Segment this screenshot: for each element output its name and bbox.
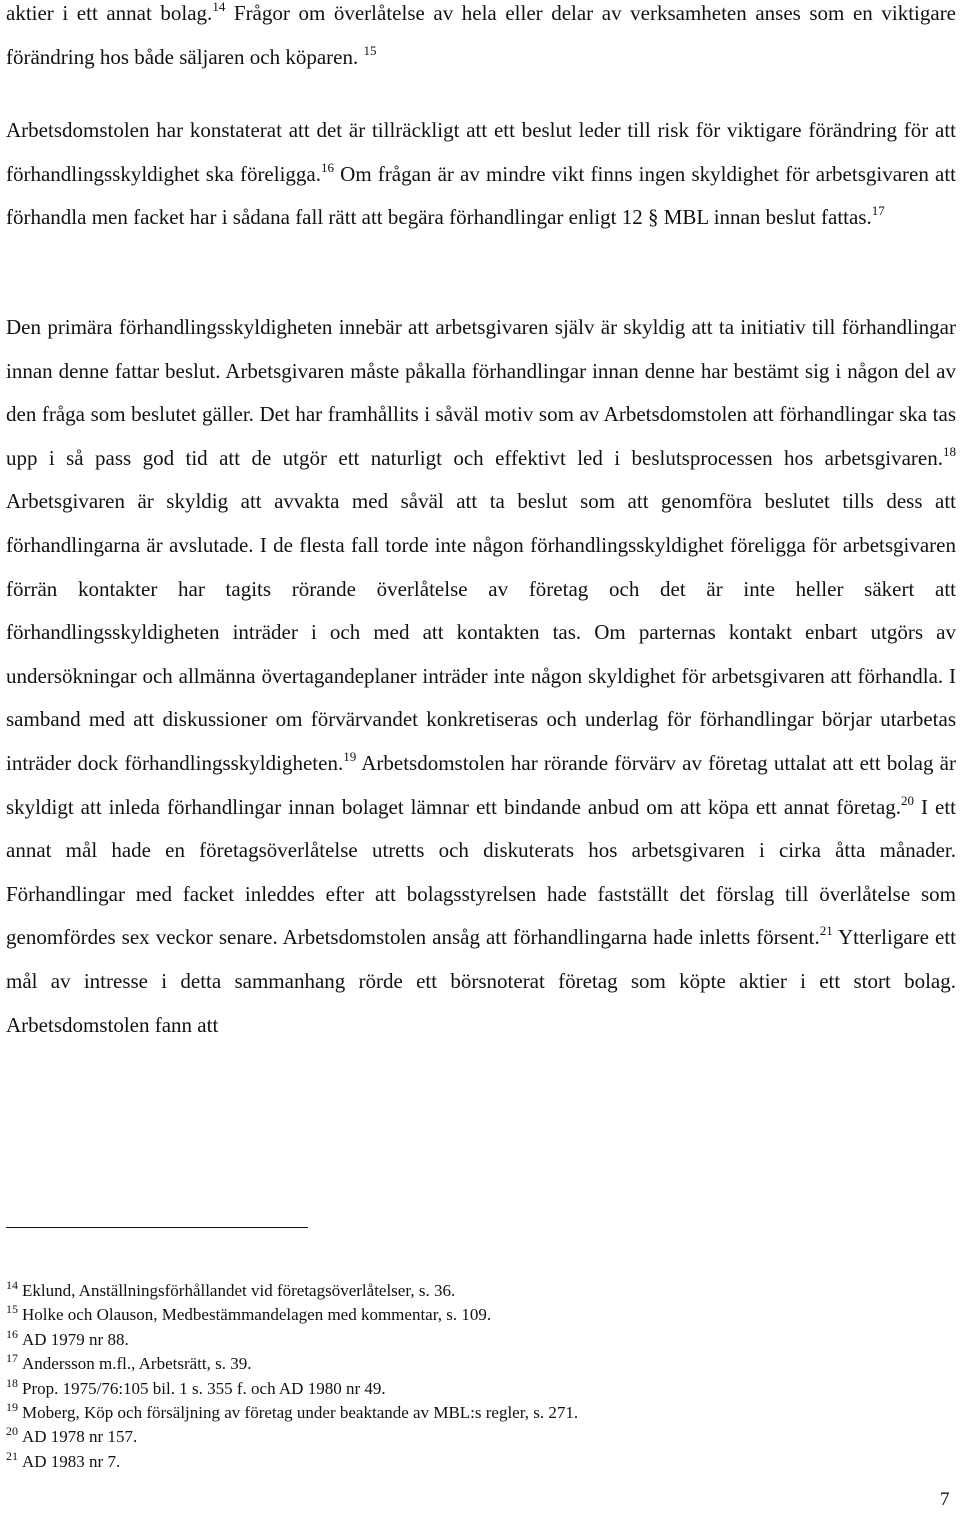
footnote-text: Eklund, Anställningsförhållandet vid företagsöverlåtelser, s. 36.: [22, 1281, 456, 1300]
text-run: Arbetsdomstolen har rörande förvärv av företag uttalat att ett bolag är skyldigt att inleda förhandlingar innan bolaget lämnar ett bindande anbud om att köpa ett annat företag.: [6, 750, 956, 819]
footnote-18: [6, 1377, 956, 1401]
footnote-ref-16[interactable]: 16: [321, 159, 334, 175]
footnote-text: Prop. 1975/76:105 bil. 1 s. 355 f. och AD 1980 nr 49.: [22, 1378, 386, 1398]
footnote-text: Andersson m.fl., Arbetsrätt, s. 39.: [22, 1354, 252, 1374]
text-run: Ytterligare ett mål av intresse i detta sammanhang rörde ett börsnoterat företag som köpte aktier i ett stort bolag. Arbetsdomstolen fann att: [6, 925, 956, 1037]
footnote-text: AD 1983 nr 7.: [22, 1451, 121, 1471]
footnote-separator: [6, 1227, 308, 1228]
text-run: Den primära förhandlingsskyldigheten innebär att arbetsgivaren själv är skyldig att ta initiativ till förhandlingar innan denne fattar beslut. Arbetsgivaren måste påkalla förhandlingar innan denne har bestämt sig i någon del av den fråga som beslutet gäller. Det har framhållits i såväl motiv som av Arbetsdomstolen att förhandlingar ska tas upp i så pass god tid att de utgör ett naturligt och effektivt led i beslutsprocessen hos arbetsgivaren.: [6, 315, 956, 470]
footnote-ref-21[interactable]: 21: [819, 923, 833, 939]
footnote-number: 18: [6, 1375, 18, 1390]
text-run: Arbetsdomstolen har konstaterat att det är tillräckligt att ett beslut leder till risk för viktigare förändring för att förhandlingsskyldighet ska föreligga.: [6, 118, 956, 186]
footnote-19: [6, 1401, 956, 1425]
footnote-number: 20: [6, 1424, 18, 1439]
footnote-number: 14: [6, 1278, 18, 1292]
footnote-16: [6, 1328, 956, 1352]
footnote-15: [6, 1303, 956, 1327]
text-run: Frågor om överlåtelse av hela eller delar av verksamheten anses som en viktigare förändring hos både säljaren och köparen.: [6, 1, 957, 69]
footnote-21: [6, 1450, 956, 1474]
footnote-ref-14[interactable]: 14: [212, 0, 226, 14]
footnote-ref-20[interactable]: 20: [901, 792, 915, 808]
paragraph-3: [6, 306, 956, 1047]
footnote-number: 15: [6, 1302, 18, 1317]
footnote-number: 19: [6, 1400, 18, 1415]
footnote-number: 16: [6, 1326, 18, 1341]
text-run: Om frågan är av mindre vikt finns ingen skyldighet för arbetsgivaren att förhandla men facket har i sådana fall rätt att begära förhandlingar enligt 12 § MBL innan beslut fattas.: [6, 161, 957, 230]
footnote-ref-15[interactable]: 15: [363, 42, 377, 58]
text-run: I ett annat mål hade en företagsöverlåtelse utretts och diskuterats hos arbetsgivaren i cirka åtta månader. Förhandlingar med facket inleddes efter att bolagsstyrelsen hade fastställt det förslag till överlåtelse som genomfördes sex veckor senare. Arbetsdomstolen ansåg att förhandlingarna hade inletts försent.: [6, 794, 956, 950]
page-number: 7: [940, 1489, 950, 1510]
paragraph-1: [6, 0, 956, 79]
footnote-ref-17[interactable]: 17: [871, 203, 885, 219]
footnote-ref-19[interactable]: 19: [343, 748, 357, 764]
footnote-text: AD 1979 nr 88.: [22, 1329, 129, 1349]
footnote-number: 21: [6, 1448, 18, 1463]
footnote-list: [6, 1279, 956, 1474]
footnote-text: AD 1978 nr 157.: [22, 1427, 138, 1447]
footnote-20: [6, 1425, 956, 1449]
footnote-ref-18[interactable]: 18: [943, 443, 956, 459]
footnote-text: Holke och Olauson, Medbestämmandelagen med kommentar, s. 109.: [22, 1305, 492, 1325]
paragraph-2: [6, 109, 956, 240]
footnote-text: Moberg, Köp och försäljning av företag under beaktande av MBL:s regler, s. 271.: [22, 1403, 579, 1423]
text-run: aktier i ett annat bolag.: [6, 1, 213, 25]
footnote-17: [6, 1352, 956, 1376]
footnote-14: [6, 1279, 956, 1303]
text-run: Arbetsgivaren är skyldig att avvakta med såväl att ta beslut som att genomföra beslutet tills dess att förhandlingarna är avslutade. I de flesta fall torde inte någon förhandlingsskyldighet föreligga för arbetsgivaren förrän kontakter har tagits rörande överlåtelse av företag och det är inte heller säkert att förhandlingsskyldigheten inträder i och med att kontakten tas. Om parternas kontakt enbart utgörs av undersökningar och allmänna övertagandeplaner inträder inte någon skyldighet för arbetsgivaren att förhandla. I samband med att diskussioner om förvärvandet konkretiseras och underlag för förhandlingar börjar utarbetas inträder dock förhandlingsskyldigheten.: [6, 489, 956, 775]
footnote-number: 17: [6, 1351, 18, 1366]
